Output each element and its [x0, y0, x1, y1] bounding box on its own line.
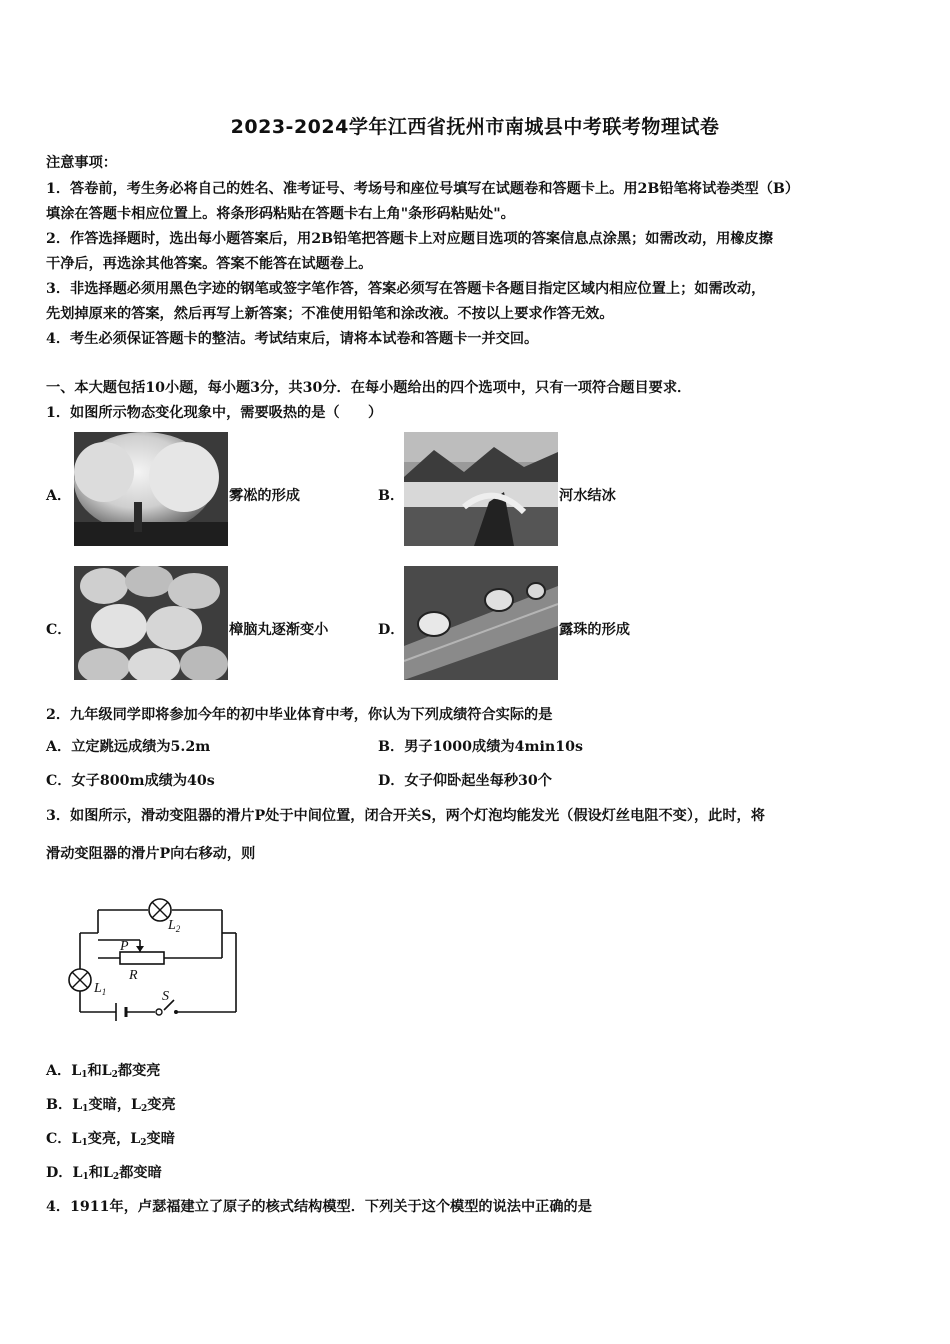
- q3-option-d-letter: D．: [46, 1165, 73, 1181]
- lamp-l1-icon: [69, 969, 91, 991]
- q1-option-b-text: 河水结冰: [559, 488, 616, 504]
- q3-option-a-text: 和L: [87, 1063, 112, 1079]
- label-s: S: [162, 989, 169, 1004]
- question-3-stem-continued: 滑动变阻器的滑片P向右移动，则: [46, 846, 256, 862]
- mothballs-photo: [74, 566, 228, 680]
- q3-option-c-text: 变暗: [146, 1131, 175, 1147]
- q3-option-c-text: L: [71, 1131, 82, 1147]
- q3-option-b-text: 变亮: [147, 1097, 176, 1113]
- q2-option-c-letter: C．: [46, 773, 72, 789]
- q1-option-c-letter: C．: [46, 622, 72, 638]
- q3-option-d-text: 和L: [88, 1165, 113, 1181]
- label-r: R: [129, 968, 138, 983]
- section-heading: 一、本大题包括10小题，每小题3分，共30分．在每小题给出的四个选项中，只有一项符合题目要求．: [46, 380, 692, 396]
- question-3-stem: 3．如图所示，滑动变阻器的滑片P处于中间位置，闭合开关S，两个灯泡均能发光（假设灯丝电阻不变），此时，将: [46, 808, 765, 824]
- q3-option-c-letter: C．: [46, 1131, 72, 1147]
- frost-tree-photo: [74, 432, 228, 546]
- q2-option-b-letter: B．: [378, 739, 405, 755]
- q1-option-a-letter: A．: [46, 488, 72, 504]
- label-p: P: [120, 939, 129, 954]
- subscript: 2: [140, 1104, 148, 1114]
- notice-line: 2．作答选择题时，选出每小题答案后，用2B铅笔把答题卡上对应题目选项的答案信息点涂黑；如需改动，用橡皮擦: [46, 231, 773, 247]
- dew-drops-photo: [404, 566, 558, 680]
- q1-option-d-letter: D．: [378, 622, 405, 638]
- q2-option-d-text: 女子仰卧起坐每秒30个: [404, 773, 552, 789]
- q3-option-d-text: 都变暗: [119, 1165, 162, 1181]
- notice-line: 先划掉原来的答案，然后再写上新答案；不准使用铅笔和涂改液。不按以上要求作答无效。: [46, 306, 614, 322]
- notice-line: 填涂在答题卡相应位置上。将条形码粘贴在答题卡右上角"条形码粘贴处"。: [46, 206, 515, 222]
- notice-heading: 注意事项：: [46, 155, 117, 171]
- label-l1: $L_1$: [94, 981, 107, 997]
- subscript: 1: [82, 1172, 89, 1182]
- q1-option-c-text: 樟脑丸逐渐变小: [229, 622, 329, 638]
- q1-option-b-letter: B．: [378, 488, 405, 504]
- frozen-river-photo: [404, 432, 558, 546]
- subscript: 1: [81, 1070, 88, 1080]
- subscript: 1: [81, 1138, 88, 1148]
- q3-option-b-text: 变暗，L: [88, 1097, 141, 1113]
- q2-option-a-text: 立定跳远成绩为5.2m: [71, 739, 211, 755]
- page-title: 2023-2024学年江西省抚州市南城县中考联考物理试卷: [230, 116, 720, 138]
- q3-option-d-text: L: [72, 1165, 83, 1181]
- q3-option-b-letter: B．: [46, 1097, 73, 1113]
- question-1-stem: 1．如图所示物态变化现象中，需要吸热的是（ ）: [46, 405, 383, 421]
- q3-option-b-text: L: [72, 1097, 83, 1113]
- q2-option-a-letter: A．: [46, 739, 72, 755]
- q3-option-d: [46, 1162, 162, 1182]
- circuit-diagram: [60, 890, 250, 1030]
- notice-line: 1．答卷前，考生务必将自己的姓名、准考证号、考场号和座位号填写在试题卷和答题卡上。用2B铅笔将试卷类型（B）: [46, 181, 800, 197]
- subscript: 2: [111, 1070, 118, 1080]
- notice-line: 4．考生必须保证答题卡的整洁。考试结束后，请将本试卷和答题卡一并交回。: [46, 331, 539, 347]
- q2-option-b: [378, 736, 583, 756]
- q3-option-a-text: 都变亮: [117, 1063, 161, 1079]
- q3-option-b: [46, 1094, 176, 1114]
- q2-option-d: [378, 770, 552, 790]
- subscript: 2: [140, 1138, 147, 1148]
- q3-option-a: [46, 1060, 160, 1080]
- q3-option-a-letter: A．: [46, 1063, 72, 1079]
- q2-option-a: [46, 736, 210, 756]
- q2-option-d-letter: D．: [378, 773, 405, 789]
- notice-line: 3．非选择题必须用黑色字迹的钢笔或签字笔作答，答案必须写在答题卡各题目指定区域内相应位置上；如需改动，: [46, 281, 766, 297]
- notice-line: 干净后，再选涂其他答案。答案不能答在试题卷上。: [46, 256, 373, 272]
- q1-option-d-text: 露珠的形成: [559, 622, 630, 638]
- q2-option-c: [46, 770, 215, 790]
- question-2-stem: 2．九年级同学即将参加今年的初中毕业体育中考，你认为下列成绩符合实际的是: [46, 707, 553, 723]
- q3-option-a-text: L: [71, 1063, 82, 1079]
- q3-option-c-text: 变亮，L: [87, 1131, 141, 1147]
- q2-option-b-text: 男子1000成绩为4min10s: [404, 739, 583, 755]
- label-l2: $L_2$: [168, 918, 181, 934]
- subscript: 2: [112, 1172, 120, 1182]
- subscript: 1: [82, 1104, 89, 1114]
- q1-option-a-text: 雾凇的形成: [229, 488, 300, 504]
- q3-option-c: [46, 1128, 175, 1148]
- question-4-stem: 4．1911年，卢瑟福建立了原子的核式结构模型．下列关于这个模型的说法中正确的是: [46, 1199, 592, 1215]
- q2-option-c-text: 女子800m成绩为40s: [71, 773, 215, 789]
